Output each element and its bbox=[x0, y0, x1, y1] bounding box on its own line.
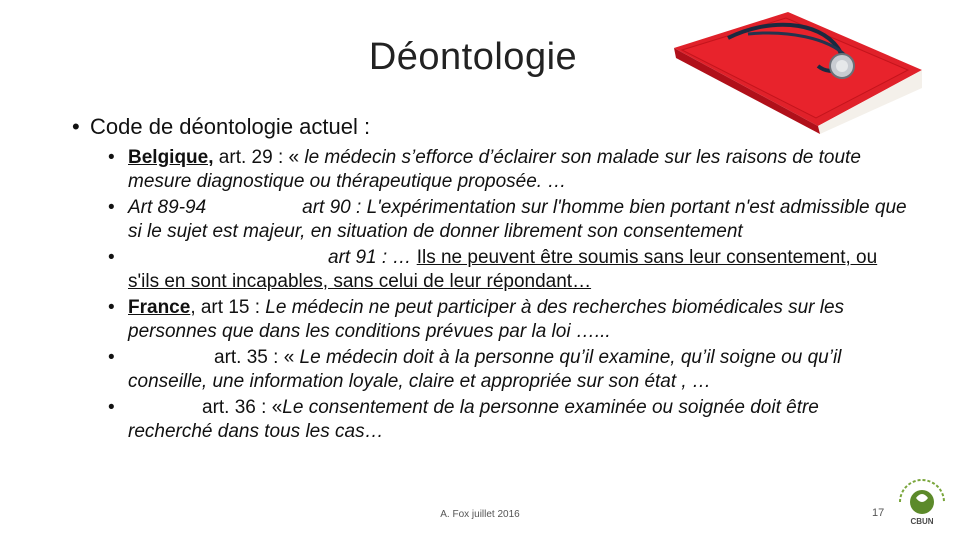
bullet-marker: • bbox=[108, 297, 115, 318]
main-bullet bbox=[72, 114, 370, 140]
list-item bbox=[108, 396, 908, 443]
slide-title: Déontologie bbox=[368, 36, 578, 78]
article-text: le médecin s’efforce d’éclairer son malade sur les raisons de toute mesure diagnostique ou thérapeutique proposée. … bbox=[128, 147, 861, 192]
country-label: Belgique, bbox=[128, 147, 214, 168]
article-ref: , art 15 : bbox=[190, 297, 266, 318]
article-ref: Art 89-94 bbox=[128, 197, 207, 218]
bullet-marker: • bbox=[72, 114, 80, 139]
article-ref: art 91 : … bbox=[328, 247, 417, 268]
list-item bbox=[108, 196, 908, 243]
list-item bbox=[108, 296, 908, 343]
list-item bbox=[108, 246, 908, 293]
article-text: Le médecin doit à la personne qu’il examine, qu’il soigne ou qu’il conseille, une information loyale, claire et appropriée sur son état , … bbox=[128, 347, 842, 392]
article-text: Ils ne peuvent être soumis sans leur consentement, ou s'ils en sont incapables, sans celui de leur répondant… bbox=[128, 247, 878, 292]
sub-bullet-list bbox=[108, 146, 908, 446]
cbun-logo bbox=[890, 462, 954, 536]
bullet-marker: • bbox=[108, 197, 115, 218]
bullet-marker: • bbox=[108, 347, 115, 368]
article-ref: art. 36 : « bbox=[202, 397, 283, 418]
article-ref-secondary: art 90 : bbox=[302, 197, 367, 218]
bullet-marker: • bbox=[108, 147, 115, 168]
country-label: France bbox=[128, 297, 191, 318]
red-book-stethoscope-image bbox=[668, 8, 924, 136]
bullet-marker: • bbox=[108, 397, 115, 418]
article-ref: art. 35 : « bbox=[214, 347, 300, 368]
main-bullet-text: Code de déontologie actuel : bbox=[90, 114, 371, 139]
logo-text: CBUN bbox=[910, 517, 934, 526]
bullet-marker: • bbox=[108, 247, 115, 268]
list-item bbox=[108, 346, 908, 393]
article-text: L'expérimentation sur l'homme bien portant n'est admissible que si le sujet est majeur, en situation de donner librement son consentement bbox=[128, 197, 907, 242]
page-number: 17 bbox=[872, 507, 885, 519]
article-ref: art. 29 : « bbox=[213, 147, 305, 168]
article-text: Le médecin ne peut participer à des recherches biomédicales sur les personnes que dans les conditions prévues par la loi …... bbox=[128, 297, 845, 342]
article-text: Le consentement de la personne examinée ou soignée doit être recherché dans tous les cas… bbox=[128, 397, 819, 442]
list-item bbox=[108, 146, 908, 193]
slide-footer: A. Fox juillet 2016 bbox=[440, 509, 520, 520]
